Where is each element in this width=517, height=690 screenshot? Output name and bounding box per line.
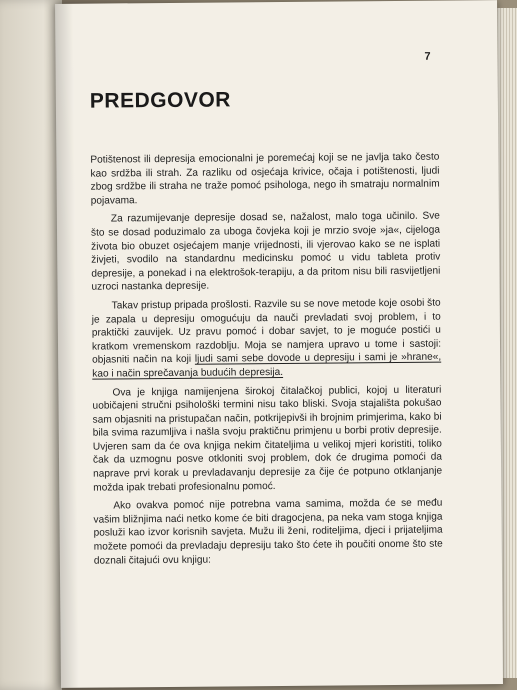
body-text (90, 151, 443, 573)
left-page-edge (0, 0, 62, 690)
paragraph-1: Potištenost ili depresija emocionalni je poremećaj koji se ne javlja tako često kao srdžba ili strah. Za razliku od osjećaja krivice, očaja i potištenosti, ljudi zbog srdžbe ili straha ne traže pomoć psihologa, nego ih smatraju normalnim pojavama. (90, 151, 440, 207)
paragraph-3 (92, 297, 442, 382)
paragraph-2: Za razumijevanje depresije dosad se, nažalost, malo toga učinilo. Sve što se dosad poduzimalo za uboga čovjeka koji je mrzio svoje »ja«, cijeloga života bio obuzet osjećajem manje vrijednosti, ili vjerovao kako se ne isplati živjeti, svodilo na standardnu medicinsku pomoć u vidu tableta protiv depresije, a ponekad i na elektrošok-terapiju, a da pritom nisu bili rasvijetljeni uzroci nastanka depresije. (90, 210, 441, 293)
paragraph-3-text: Takav pristup pripada prošlosti. Razvile su se nove metode koje osobi što je zapala u depresiju omogućuju da nauči prevladati svoj problem, i to praktički zauvijek. Uz pravu pomoć i dobar savjet, to je moguće postići u kratkom vremenskom razdoblju. Moja se namjera upravo u tome i sastoji: objasniti način na koji (91, 297, 442, 366)
page-number: 7 (424, 50, 431, 63)
book-page (55, 0, 503, 688)
chapter-title: PREDGOVOR (89, 88, 231, 113)
paragraph-5: Ako ovakva pomoć nije potrebna vama samima, možda će se među vašim bližnjima naći netko kome će biti dragocjena, pa neka vam stoga knjiga posluži kao izvor korisnih savjeta. Mužu ili ženi, roditeljima, djeci i prijateljima možete pomoći da prevladaju depresiju tako što ćete ih poučiti onome što ste doznali čitajući ovu knjigu: (93, 497, 443, 567)
paragraph-4: Ova je knjiga namijenjena širokoj čitalačkoj publici, kojoj u literaturi uobičajeni stručni psihološki termini nisu tako bliski. Svoja stajališta pokušao sam objasniti na pristupačan način, potkrijepivši ih brojnim primjerima, kako bi bila svima razumljiva i našla svoju praktičnu primjenu u borbi protiv depresije. Uvjeren sam da će ova knjiga nekim čitateljima u velikoj mjeri koristiti, toliko čak da uzmognu posve otkloniti svoj problem, dok će drugima pomoći da naprave prvi korak u prevladavanju depresije za čije će potpuno otklanjanje možda ipak trebati profesionalnu pomoć. (92, 384, 443, 494)
underlined-passage: ljudi sami sebe dovode u depresiju i sami je »hrane«, kao i način sprečavanja budućih depresija. (92, 351, 442, 380)
